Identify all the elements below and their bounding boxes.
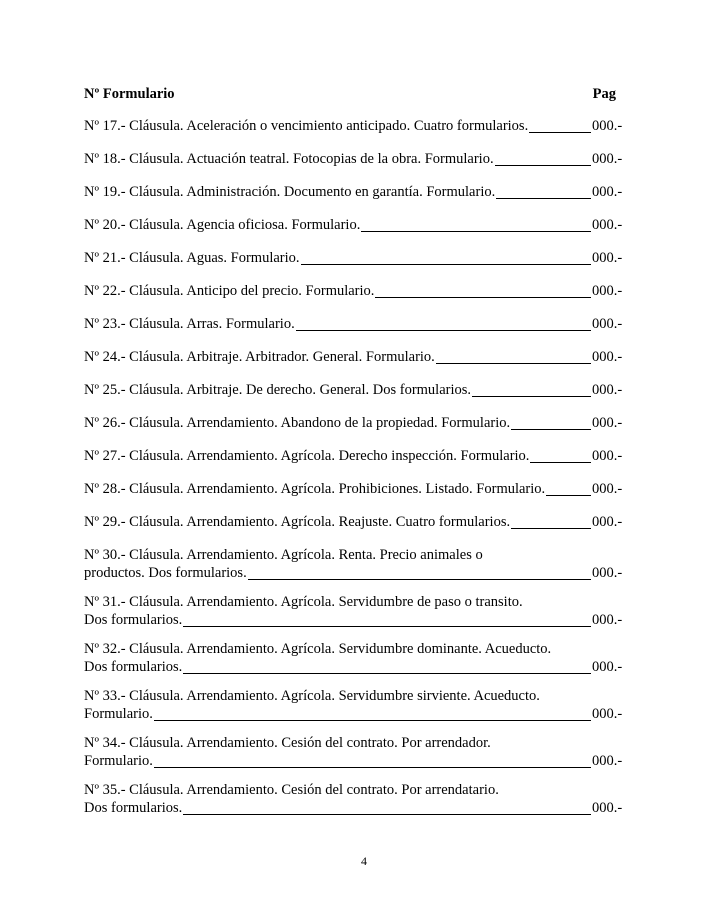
entry-last-line [84, 348, 622, 366]
leader-line [511, 514, 591, 529]
leader-line [183, 800, 591, 815]
entry-page: 000.- [592, 415, 623, 431]
entry-last-line [84, 480, 622, 498]
index-entry [84, 348, 622, 366]
index-entry [84, 480, 622, 498]
entry-last-line [84, 150, 622, 168]
entry-last-line [84, 183, 622, 201]
entry-text: Dos formularios. [84, 659, 183, 675]
entry-text: Nº 19.- Cláusula. Administración. Documento en garantía. Formulario. [84, 184, 496, 200]
entry-line [84, 781, 622, 799]
entry-text: Nº 17.- Cláusula. Aceleración o vencimiento anticipado. Cuatro formularios. [84, 118, 529, 134]
entry-text: Formulario. [84, 753, 153, 769]
index-entry [84, 216, 622, 234]
page-number: 4 [361, 854, 367, 868]
entry-text: Nº 20.- Cláusula. Agencia oficiosa. Formulario. [84, 217, 361, 233]
leader-line [530, 448, 591, 463]
entry-page: 000.- [592, 382, 623, 398]
leader-line [375, 283, 591, 298]
entry-page: 000.- [592, 349, 623, 365]
entry-last-line [84, 216, 622, 234]
entry-last-line [84, 658, 622, 676]
entry-text: Nº 31.- Cláusula. Arrendamiento. Agrícola. Servidumbre de paso o transito. [84, 594, 523, 610]
leader-line [472, 382, 591, 397]
entry-text: Nº 22.- Cláusula. Anticipo del precio. Formulario. [84, 283, 375, 299]
leader-line [183, 659, 591, 674]
entry-text: Dos formularios. [84, 800, 183, 816]
entry-page: 000.- [592, 753, 623, 769]
entry-line [84, 546, 622, 564]
index-entry [84, 249, 622, 267]
entry-page: 000.- [592, 316, 623, 332]
entry-text: productos. Dos formularios. [84, 565, 247, 581]
entry-text: Nº 27.- Cláusula. Arrendamiento. Agrícola. Derecho inspección. Formulario. [84, 448, 530, 464]
entry-line [84, 593, 622, 611]
entry-text: Nº 24.- Cláusula. Arbitraje. Arbitrador. General. Formulario. [84, 349, 435, 365]
entry-text: Nº 34.- Cláusula. Arrendamiento. Cesión del contrato. Por arrendador. [84, 735, 491, 751]
entry-page: 000.- [592, 706, 623, 722]
entry-text: Nº 21.- Cláusula. Aguas. Formulario. [84, 250, 300, 266]
entry-last-line [84, 447, 622, 465]
leader-line [529, 118, 591, 133]
entry-last-line [84, 381, 622, 399]
entry-last-line [84, 315, 622, 333]
index-entry [84, 183, 622, 201]
entry-last-line [84, 513, 622, 531]
entry-line [84, 687, 622, 705]
entry-page: 000.- [592, 151, 623, 167]
entry-page: 000.- [592, 565, 623, 581]
entry-last-line [84, 799, 622, 817]
entry-page: 000.- [592, 118, 623, 134]
entry-last-line [84, 414, 622, 432]
index-page [84, 84, 622, 828]
entry-line [84, 734, 622, 752]
entry-text: Nº 25.- Cláusula. Arbitraje. De derecho. General. Dos formularios. [84, 382, 472, 398]
index-entry [84, 687, 622, 723]
entry-last-line [84, 249, 622, 267]
entry-page: 000.- [592, 800, 623, 816]
index-header [84, 84, 622, 104]
leader-line [495, 151, 591, 166]
leader-line [248, 565, 591, 580]
leader-line [154, 753, 591, 768]
index-entry [84, 315, 622, 333]
index-entry [84, 640, 622, 676]
header-page-label: Pag [592, 86, 616, 102]
entry-page: 000.- [592, 659, 623, 675]
index-entry [84, 381, 622, 399]
leader-line [496, 184, 591, 199]
index-entry [84, 282, 622, 300]
entry-text: Nº 29.- Cláusula. Arrendamiento. Agrícola. Reajuste. Cuatro formularios. [84, 514, 511, 530]
index-entry [84, 513, 622, 531]
entry-last-line [84, 282, 622, 300]
entry-text: Nº 28.- Cláusula. Arrendamiento. Agrícola. Prohibiciones. Listado. Formulario. [84, 481, 546, 497]
entry-page: 000.- [592, 612, 623, 628]
entry-text: Formulario. [84, 706, 153, 722]
entry-last-line [84, 611, 622, 629]
entry-page: 000.- [592, 514, 623, 530]
leader-line [183, 612, 591, 627]
entry-text: Nº 35.- Cláusula. Arrendamiento. Cesión del contrato. Por arrendatario. [84, 782, 499, 798]
entry-last-line [84, 564, 622, 582]
index-entry [84, 414, 622, 432]
entry-text: Dos formularios. [84, 612, 183, 628]
entry-last-line [84, 705, 622, 723]
leader-line [301, 250, 591, 265]
index-entry [84, 546, 622, 582]
entry-page: 000.- [592, 184, 623, 200]
leader-line [296, 316, 591, 331]
entry-page: 000.- [592, 283, 623, 299]
entry-last-line [84, 117, 622, 135]
entry-text: Nº 33.- Cláusula. Arrendamiento. Agrícola. Servidumbre sirviente. Acueducto. [84, 688, 540, 704]
entry-text: Nº 26.- Cláusula. Arrendamiento. Abandono de la propiedad. Formulario. [84, 415, 511, 431]
entry-last-line [84, 752, 622, 770]
leader-line [546, 481, 591, 496]
index-entry [84, 734, 622, 770]
entry-text: Nº 30.- Cláusula. Arrendamiento. Agrícola. Renta. Precio animales o [84, 547, 483, 563]
index-entry [84, 447, 622, 465]
leader-line [511, 415, 591, 430]
index-entry [84, 593, 622, 629]
leader-line [436, 349, 591, 364]
index-entries [84, 117, 622, 817]
entry-page: 000.- [592, 448, 623, 464]
index-entry [84, 781, 622, 817]
index-entry [84, 117, 622, 135]
entry-line [84, 640, 622, 658]
entry-text: Nº 18.- Cláusula. Actuación teatral. Fotocopias de la obra. Formulario. [84, 151, 494, 167]
entry-text: Nº 32.- Cláusula. Arrendamiento. Agrícola. Servidumbre dominante. Acueducto. [84, 641, 552, 657]
entry-text: Nº 23.- Cláusula. Arras. Formulario. [84, 316, 295, 332]
entry-page: 000.- [592, 217, 623, 233]
leader-line [154, 706, 591, 721]
entry-page: 000.- [592, 481, 623, 497]
entry-page: 000.- [592, 250, 623, 266]
leader-line [361, 217, 591, 232]
header-title: Nº Formulario [84, 86, 175, 102]
index-entry [84, 150, 622, 168]
